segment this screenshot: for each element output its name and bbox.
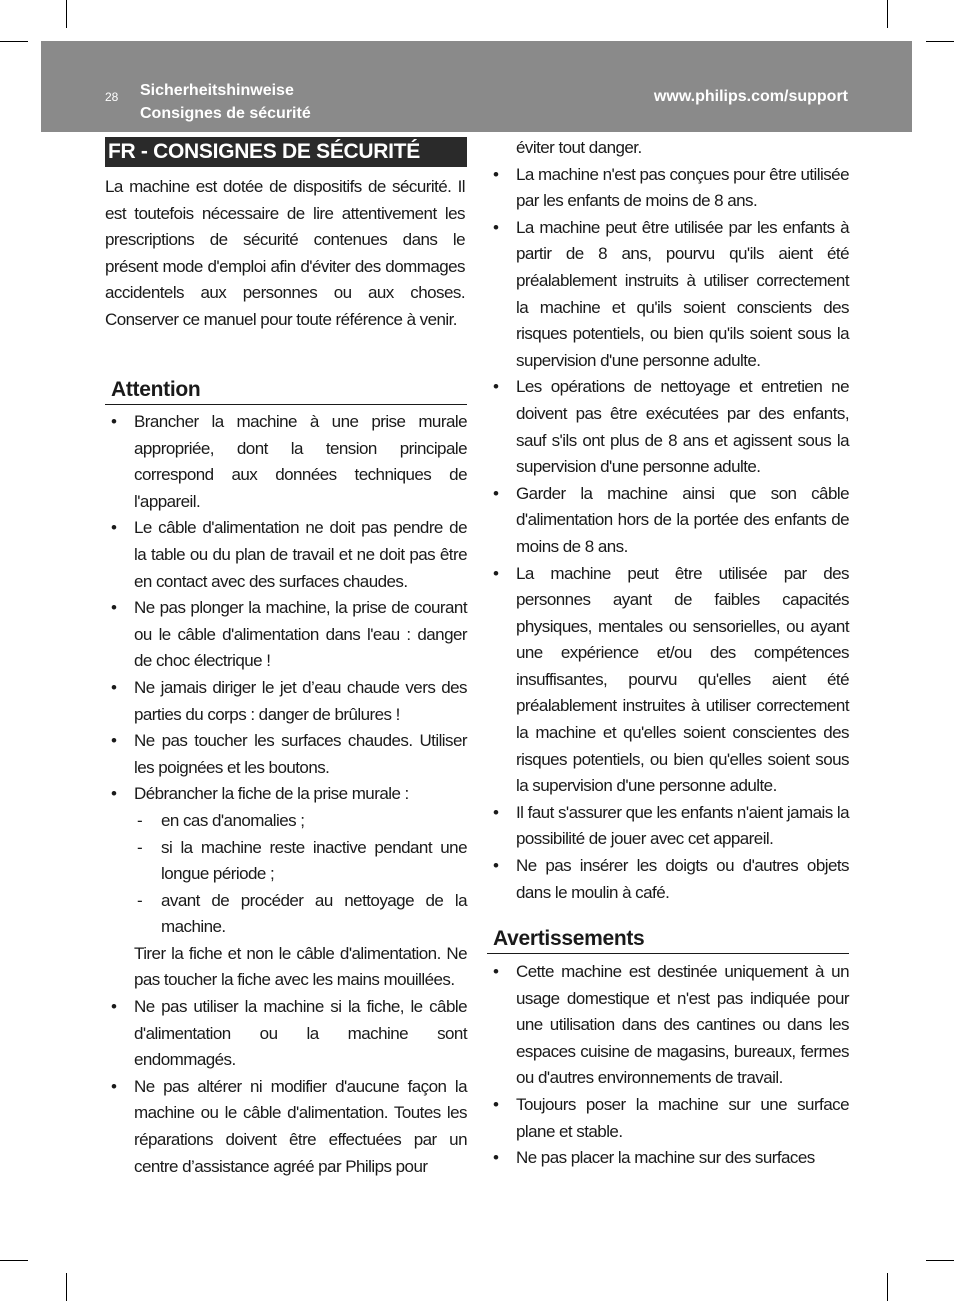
list-item: • Garder la machine ainsi que son câble d'alimentation hors de la portée des enfants de moins de 8 ans. [493,483,849,556]
list-item: • La machine peut être utilisée par les enfants à partir de 8 ans, pourvu qu'ils aient été préalablement instruits à utiliser correctement la machine et qu'ils soient conscients des risques potentiels, ou bien qu'ils soient sous la supervision d'une personne adulte. [493,217,849,370]
list-item: • Ne jamais diriger le jet d’eau chaude vers des parties du corps : danger de brûlures ! [111,677,467,724]
header-title-fr: Consignes de sécurité [140,105,311,122]
crop-mark [0,1260,28,1261]
attention-list [105,409,467,1180]
list-item: • Ne pas plonger la machine, la prise de courant ou le câble d'alimentation dans l'eau : danger de choc électrique ! [111,598,467,671]
intro-paragraph: La machine est dotée de dispositifs de sécurité. Il est toutefois nécessaire de lire attentivement les prescriptions de sécurité contenues dans le présent mode d'emploi afin d'éviter des dommages accidentels aux personnes ou aux choses. Conserver ce manuel pour toute référence à venir. [105,177,465,329]
list-item: • La machine peut être utilisée par des personnes ayant de faibles capacités physiques, mentales ou sensorielles, ou ayant une expérience et/ou des compétences insuffisantes, pourvu qu'elles aient été préalablement instruites à utiliser correctement la machine et qu'elles soient conscientes des risques potentiels, ou bien qu'elles soient sous la supervision d'une personne adulte. [493,563,849,796]
avertissements-heading: Avertissements [487,925,849,954]
list-item: • Ne pas altérer ni modifier d'aucune façon la machine ou le câble d'alimentation. Toutes les réparations doivent être effectuées par un centre d’assistance agréé par Philips pour [111,1076,467,1176]
page-number: 28 [105,90,119,104]
crop-mark [66,0,67,28]
crop-mark [887,1273,888,1301]
list-item: • Ne pas utiliser la machine si la fiche, le câble d'alimentation ou la machine sont endommagés. [111,997,467,1070]
list-item: • Il faut s'assurer que les enfants n'aient jamais la possibilité de jouer avec cet appareil. [493,802,849,849]
list-item: • Le câble d'alimentation ne doit pas pendre de la table ou du plan de travail et ne doit pas être en contact avec des surfaces chaudes. [111,518,467,591]
list-item: • Toujours poser la machine sur une surface plane et stable. [493,1094,849,1141]
header-titles [140,79,311,125]
sub-list-item: - avant de procéder au nettoyage de la machine. [137,890,467,937]
crop-mark [926,1260,954,1261]
sub-list-item: - si la machine reste inactive pendant une longue période ; [137,837,467,884]
header-title-de: Sicherheitshinweise [140,82,294,99]
crop-mark [66,1273,67,1301]
unplug-note: Tirer la fiche et non le câble d'alimentation. Ne pas toucher la fiche avec les mains mouillées. [134,943,467,990]
sub-list-item: - en cas d'anomalies ; [137,810,305,830]
list-item: • Brancher la machine à une prise murale appropriée, dont la tension principale correspond aux données techniques de l'appareil. [111,412,467,511]
list-item: • Ne pas insérer les doigts ou d'autres objets dans le moulin à café. [493,856,849,902]
list-item: • La machine n'est pas conçues pour être utilisée par les enfants de moins de 8 ans. [493,164,849,211]
crop-mark [887,0,888,28]
list-item-continuation: éviter tout danger. [516,138,642,157]
list-item: • Ne pas placer la machine sur des surfaces [493,1148,815,1168]
list-item: • Cette machine est destinée uniquement à un usage domestique et n'est pas indiquée pour une utilisation dans des cantines ou dans les espaces cuisine de magasins, bureaux, fermes ou d'autres environnements de travail. [493,962,849,1088]
crop-mark [926,41,954,42]
list-item: • Débrancher la fiche de la prise murale : - en cas d'anomalies ; - si la machine reste inactive pendant une longue période ; - avant de procéder au nettoyage de la machine. Tirer la fiche et non le câble d'alimentation. Ne pas toucher la fiche avec les mains mouillées. [105,781,467,994]
list-item: • Les opérations de nettoyage et entretien ne doivent pas être exécutées par des enfants, sauf s'ils ont plus de 8 ans et agissent sous la supervision d'une personne adulte. [493,377,849,477]
support-url: www.philips.com/support [653,88,848,105]
crop-mark [0,41,28,42]
attention-list-continued [487,135,849,906]
list-item: • Ne pas toucher les surfaces chaudes. Utiliser les poignées et les boutons. [111,731,467,777]
avertissements-list [487,959,849,1172]
unplug-cases [134,808,467,941]
section-title: FR - CONSIGNES DE SÉCURITÉ [105,137,467,167]
attention-heading: Attention [105,376,467,405]
